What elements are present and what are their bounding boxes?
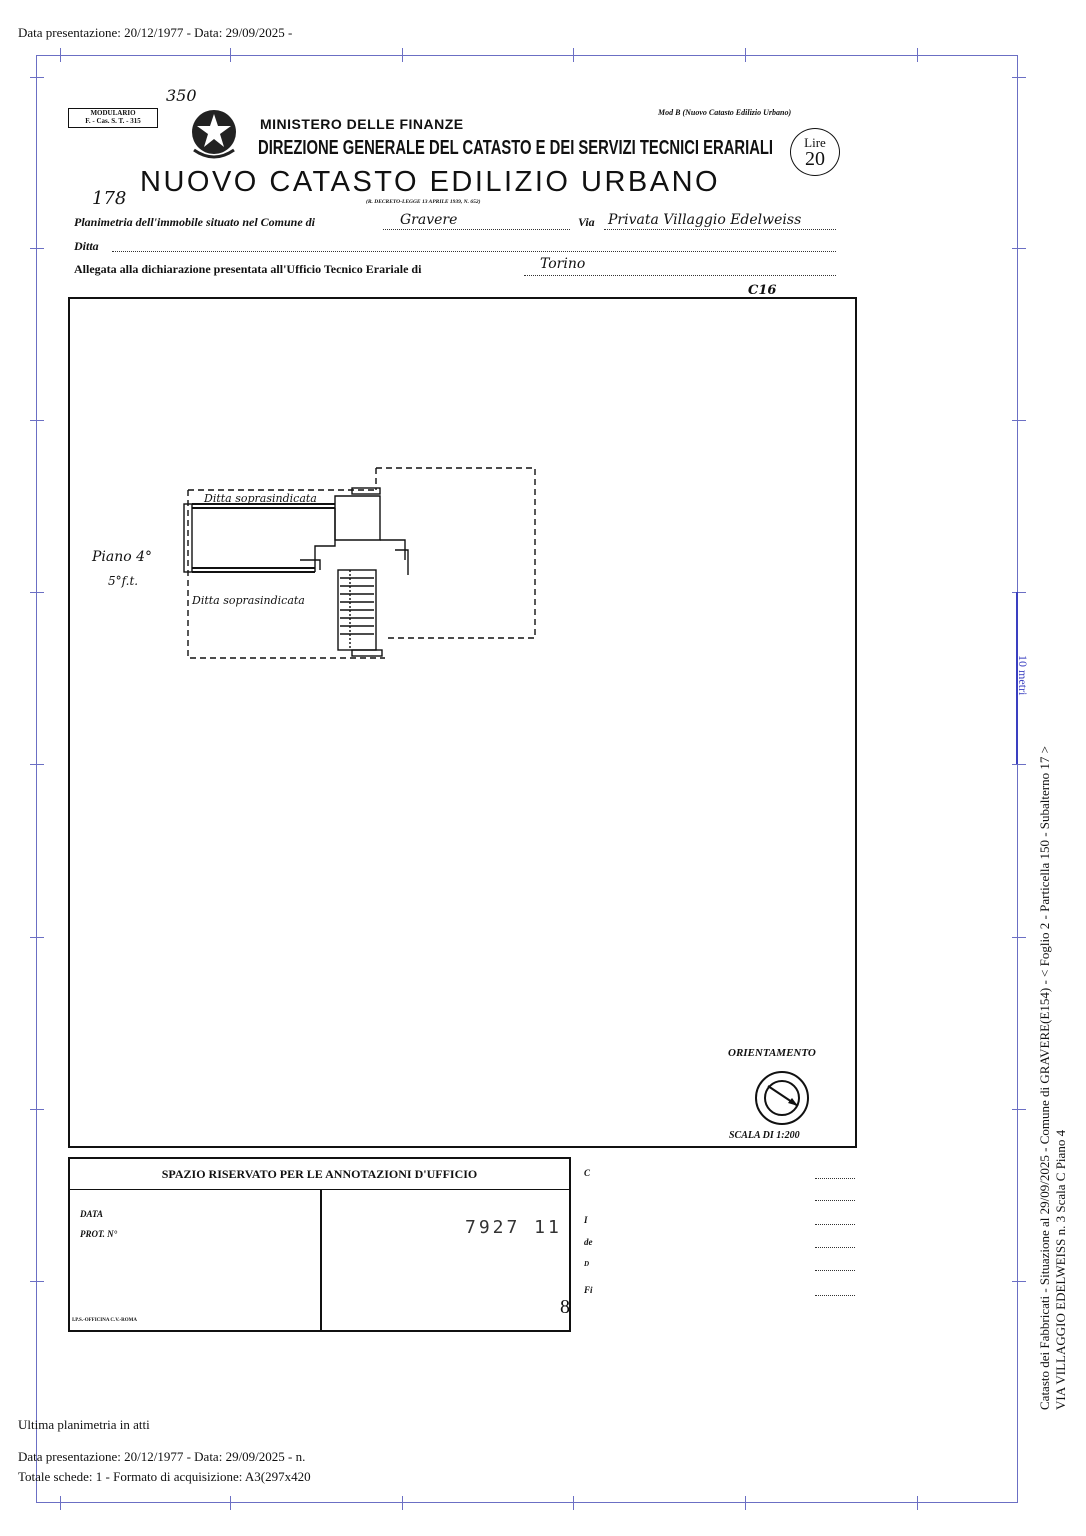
footer-totale: Totale schede: 1 - Formato di acquisizione: A3(297x420 [18, 1469, 311, 1484]
frame-tick [1012, 1281, 1026, 1282]
frame-tick [1012, 937, 1026, 938]
ministero-title: MINISTERO DELLE FINANZE [260, 116, 464, 132]
side-caption [1037, 746, 1069, 1410]
frame-tick [30, 937, 44, 938]
frame-tick [60, 48, 61, 62]
decreto-note: (R. DECRETO-LEGGE 13 APRILE 1939, N. 652) [366, 199, 481, 205]
printer-note: I.P.S.-OFFICINA C.V.-ROMA [72, 1318, 138, 1323]
page-number: 8 [560, 1296, 570, 1318]
ditta-bottom-label: Ditta soprasindicata [192, 594, 305, 607]
prot-label: PROT. N° [80, 1229, 118, 1239]
side-caption-line2: VIA VILLAGGIO EDELWEISS n. 3 Scala C Piano 4 [1053, 1129, 1068, 1410]
via-value: Privata Villaggio Edelweiss [608, 212, 802, 228]
frame-tick [1012, 420, 1026, 421]
ditta-top-label: Ditta soprasindicata [204, 492, 317, 505]
frame-tick [745, 1496, 746, 1510]
mod-b-label: Mod B (Nuovo Catasto Edilizio Urbano) [658, 108, 792, 117]
lire-stamp [790, 128, 840, 176]
frame-tick [402, 48, 403, 62]
emblem-icon [188, 104, 240, 162]
handwritten-top: 350 [166, 86, 197, 105]
planimetria-label: Planimetria dell'immobile situato nel Comune di [74, 215, 316, 229]
compass-icon [752, 1070, 812, 1126]
plan-frame [68, 297, 857, 1148]
code-handwritten: C16 [748, 283, 777, 298]
frame-tick [745, 48, 746, 62]
lire-label: Lire [804, 135, 826, 150]
frame-tick [917, 48, 918, 62]
scala-label: SCALA DI 1:200 [729, 1130, 800, 1141]
annotazioni-title: SPAZIO RISERVATO PER LE ANNOTAZIONI D'UFFICIO [70, 1159, 569, 1190]
comune-value: Gravere [400, 212, 458, 228]
frame-tick [917, 1496, 918, 1510]
frame-tick [30, 1281, 44, 1282]
frame-tick [30, 764, 44, 765]
modulario-title: MODULARIO [90, 109, 136, 117]
frame-tick [1012, 592, 1026, 593]
modulario-code: F. - Cas. S. T. - 315 [85, 117, 141, 125]
allegata-label: Allegata alla dichiarazione presentata all'Ufficio Tecnico Erariale di [74, 262, 422, 276]
via-label: Via [578, 215, 595, 229]
lire-value: 20 [805, 148, 825, 170]
frame-tick [1012, 77, 1026, 78]
frame-tick [30, 77, 44, 78]
scale-label: 10 metri [1016, 655, 1030, 696]
right-letter-i: I [584, 1215, 588, 1225]
frame-tick [60, 1496, 61, 1510]
modulario-box [68, 108, 158, 128]
piano-label: Piano 4° [92, 549, 153, 565]
frame-tick [30, 420, 44, 421]
page-header: Data presentazione: 20/12/1977 - Data: 29/09/2025 - [18, 25, 293, 40]
frame-tick [573, 1496, 574, 1510]
frame-tick [230, 48, 231, 62]
side-caption-line1: Catasto dei Fabbricati - Situazione al 29/09/2025 - Comune di GRAVERE(E154) - < Foglio 2 - Particella 150 - Subalterno 17 > [1037, 746, 1052, 1410]
ufficio-value: Torino [540, 256, 586, 272]
frame-tick [402, 1496, 403, 1510]
frame-tick [30, 1109, 44, 1110]
frame-tick [1012, 248, 1026, 249]
annotazioni-box [68, 1157, 571, 1332]
frame-tick [1012, 764, 1026, 765]
right-letter-c: C [584, 1168, 591, 1178]
right-letter-d: D [584, 1260, 590, 1268]
frame-tick [230, 1496, 231, 1510]
ditta-label: Ditta [74, 239, 99, 253]
floor-plan-drawing [180, 460, 550, 665]
frame-tick [1012, 1109, 1026, 1110]
orientamento-label: ORIENTAMENTO [728, 1047, 816, 1059]
footer-data-line: Data presentazione: 20/12/1977 - Data: 29/09/2025 - n. [18, 1449, 306, 1464]
piano-sub-label: 5°f.t. [108, 574, 139, 588]
data-label: DATA [80, 1209, 104, 1219]
direzione-title: DIREZIONE GENERALE DEL CATASTO E DEI SERVIZI TECNICI ERARIALI [258, 137, 774, 159]
right-letter-de: de [584, 1237, 593, 1247]
handwritten-number: 178 [92, 188, 127, 209]
stamp-number: 7927 11 [465, 1217, 562, 1238]
frame-tick [30, 248, 44, 249]
catasto-title: NUOVO CATASTO EDILIZIO URBANO [140, 166, 721, 198]
right-letter-fi: Fi [584, 1285, 593, 1295]
ultima-planimetria: Ultima planimetria in atti [18, 1417, 150, 1432]
frame-tick [573, 48, 574, 62]
frame-tick [30, 592, 44, 593]
